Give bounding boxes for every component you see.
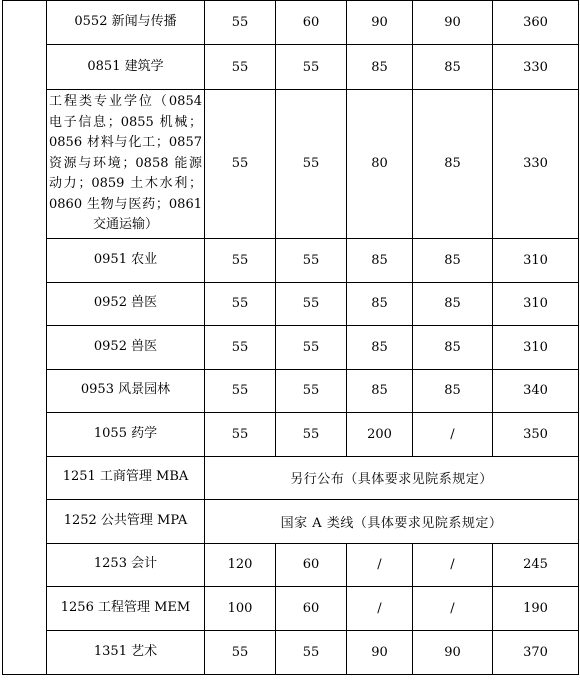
table-row [3, 543, 579, 586]
politics-score-cell: 55 [205, 412, 276, 456]
total-score-cell: 310 [493, 238, 579, 282]
politics-score-cell: 55 [205, 325, 276, 369]
course1-score-cell: / [347, 543, 413, 586]
course2-score-cell: 85 [413, 238, 493, 282]
foreign-language-score-cell: 60 [276, 586, 347, 630]
major-cell: 0953 风景园林 [47, 369, 205, 412]
major-cell: 0952 兽医 [47, 325, 205, 369]
major-cell: 0851 建筑学 [47, 45, 205, 90]
total-score-cell: 330 [493, 90, 579, 239]
foreign-language-score-cell: 55 [276, 412, 347, 456]
total-score-cell: 310 [493, 282, 579, 325]
course1-score-cell: 85 [347, 238, 413, 282]
course1-score-cell: 85 [347, 369, 413, 412]
major-cell: 1351 艺术 [47, 630, 205, 674]
total-score-cell: 245 [493, 543, 579, 586]
major-cell: 1252 公共管理 MPA [47, 499, 205, 543]
foreign-language-score-cell: 60 [276, 1, 347, 45]
note-cell: 另行公布（具体要求见院系规定） [205, 456, 579, 499]
foreign-language-score-cell: 60 [276, 543, 347, 586]
total-score-cell: 190 [493, 586, 579, 630]
table-row [3, 586, 579, 630]
note-cell: 国家 A 类线（具体要求见院系规定） [205, 499, 579, 543]
course1-score-cell: 85 [347, 325, 413, 369]
politics-score-cell: 100 [205, 586, 276, 630]
table-row [3, 456, 579, 499]
foreign-language-score-cell: 55 [276, 325, 347, 369]
course1-score-cell: 80 [347, 90, 413, 239]
foreign-language-score-cell: 55 [276, 238, 347, 282]
course1-score-cell: 90 [347, 630, 413, 674]
course1-score-cell: 90 [347, 1, 413, 45]
table-row [3, 325, 579, 369]
table-row [3, 282, 579, 325]
major-cell: 工程类专业学位（0854 电子信息；0855 机械；0856 材料与化工；0857 资源与环境；0858 能源动力；0859 土木水利；0860 生物与医药；0861 交通运输） [47, 90, 205, 239]
course2-score-cell: 90 [413, 1, 493, 45]
course1-score-cell: 85 [347, 282, 413, 325]
course2-score-cell: 90 [413, 630, 493, 674]
politics-score-cell: 55 [205, 630, 276, 674]
course1-score-cell: / [347, 586, 413, 630]
politics-score-cell: 55 [205, 282, 276, 325]
table-row [3, 369, 579, 412]
table-row [3, 238, 579, 282]
total-score-cell: 330 [493, 45, 579, 90]
total-score-cell: 340 [493, 369, 579, 412]
table-row [3, 45, 579, 90]
foreign-language-score-cell: 55 [276, 369, 347, 412]
total-score-cell: 360 [493, 1, 579, 45]
foreign-language-score-cell: 55 [276, 45, 347, 90]
foreign-language-score-cell: 55 [276, 630, 347, 674]
foreign-language-score-cell: 55 [276, 90, 347, 239]
major-cell: 1256 工程管理 MEM [47, 586, 205, 630]
total-score-cell: 370 [493, 630, 579, 674]
major-cell: 0951 农业 [47, 238, 205, 282]
politics-score-cell: 55 [205, 238, 276, 282]
politics-score-cell: 55 [205, 369, 276, 412]
category-cell [3, 1, 47, 675]
course2-score-cell: 85 [413, 90, 493, 239]
table-row [3, 1, 579, 45]
table-row [3, 412, 579, 456]
table-row [3, 90, 579, 239]
course1-score-cell: 85 [347, 45, 413, 90]
politics-score-cell: 55 [205, 90, 276, 239]
major-cell: 1251 工商管理 MBA [47, 456, 205, 499]
foreign-language-score-cell: 55 [276, 282, 347, 325]
course2-score-cell: 85 [413, 45, 493, 90]
course2-score-cell: / [413, 543, 493, 586]
politics-score-cell: 120 [205, 543, 276, 586]
score-table [2, 0, 579, 675]
course2-score-cell: / [413, 412, 493, 456]
table-row [3, 630, 579, 674]
course2-score-cell: / [413, 586, 493, 630]
total-score-cell: 350 [493, 412, 579, 456]
course1-score-cell: 200 [347, 412, 413, 456]
politics-score-cell: 55 [205, 45, 276, 90]
total-score-cell: 310 [493, 325, 579, 369]
course2-score-cell: 85 [413, 282, 493, 325]
major-cell: 0552 新闻与传播 [47, 1, 205, 45]
major-cell: 0952 兽医 [47, 282, 205, 325]
course2-score-cell: 85 [413, 325, 493, 369]
major-cell: 1055 药学 [47, 412, 205, 456]
course2-score-cell: 85 [413, 369, 493, 412]
table-row [3, 499, 579, 543]
major-cell: 1253 会计 [47, 543, 205, 586]
politics-score-cell: 55 [205, 1, 276, 45]
